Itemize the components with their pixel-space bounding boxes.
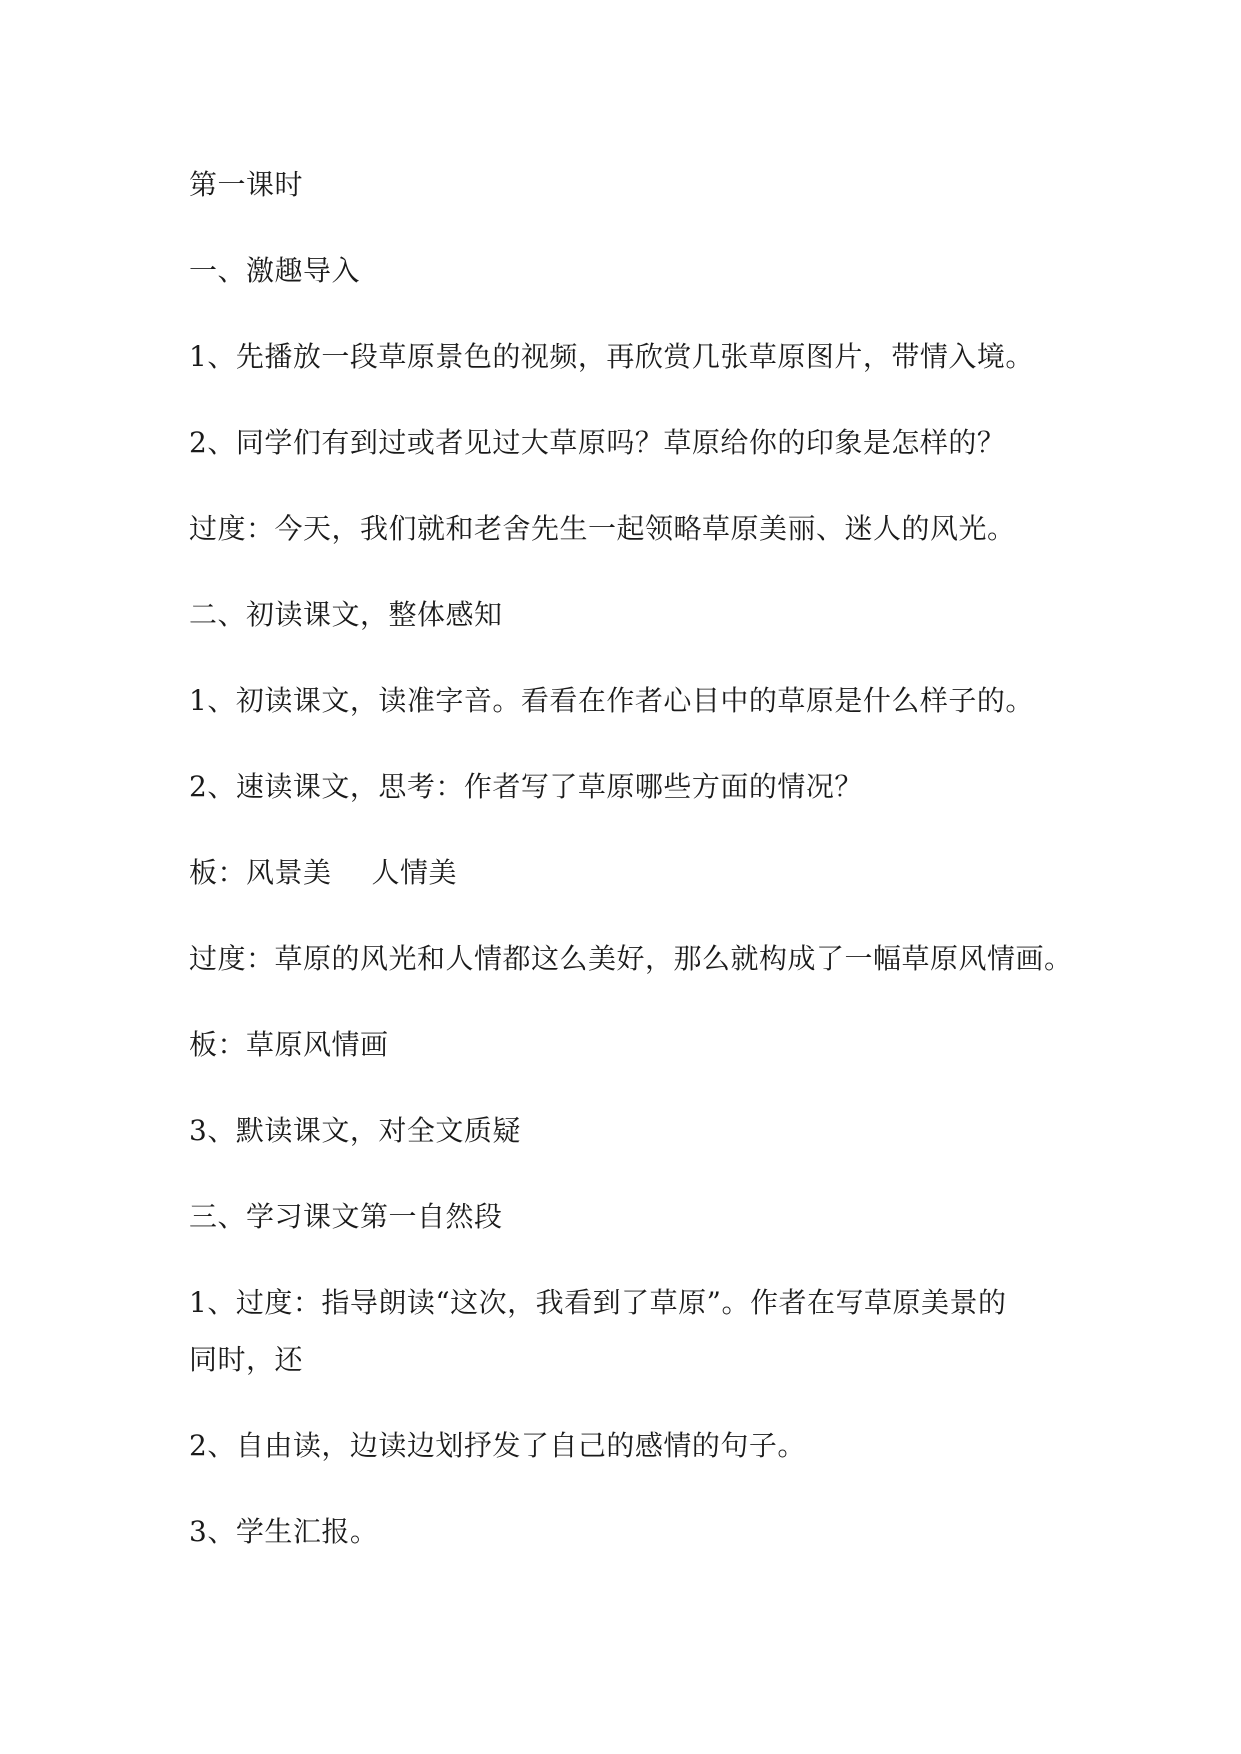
board-note-people: 人情美 xyxy=(371,856,458,889)
paragraph-line: 1、先播放一段草原景色的视频，再欣赏几张草原图片，带情入境。 xyxy=(189,340,1034,373)
paragraph-line-continued: 同时，还 xyxy=(189,1343,304,1376)
board-note-line: 板：草原风情画 xyxy=(189,1028,389,1061)
paragraph-line: 过度：草原的风光和人情都这么美好，那么就构成了一幅草原风情画。 xyxy=(189,942,1073,975)
paragraph-line: 3、学生汇报。 xyxy=(189,1515,379,1548)
section-heading-1: 一、激趣导入 xyxy=(189,254,361,287)
paragraph-line: 1、初读课文，读准字音。看看在作者心目中的草原是什么样子的。 xyxy=(189,684,1034,717)
paragraph-line: 1、过度：指导朗读“这次，我看到了草原”。作者在写草原美景的 xyxy=(189,1286,1007,1319)
paragraph-line: 2、同学们有到过或者见过大草原吗？草原给你的印象是怎样的？ xyxy=(189,426,1006,459)
paragraph-line: 2、自由读，边读边划抒发了自己的感情的句子。 xyxy=(189,1429,806,1462)
lesson-title: 第一课时 xyxy=(189,168,304,201)
board-note-line xyxy=(189,855,457,891)
paragraph-line: 3、默读课文，对全文质疑 xyxy=(189,1114,521,1147)
paragraph-line: 2、速读课文，思考：作者写了草原哪些方面的情况？ xyxy=(189,770,863,803)
paragraph-line: 过度：今天，我们就和老舍先生一起领略草原美丽、迷人的风光。 xyxy=(189,512,1016,545)
board-note-scenery: 板：风景美 xyxy=(189,856,332,889)
section-heading-3: 三、学习课文第一自然段 xyxy=(189,1200,503,1233)
section-heading-2: 二、初读课文，整体感知 xyxy=(189,598,503,631)
